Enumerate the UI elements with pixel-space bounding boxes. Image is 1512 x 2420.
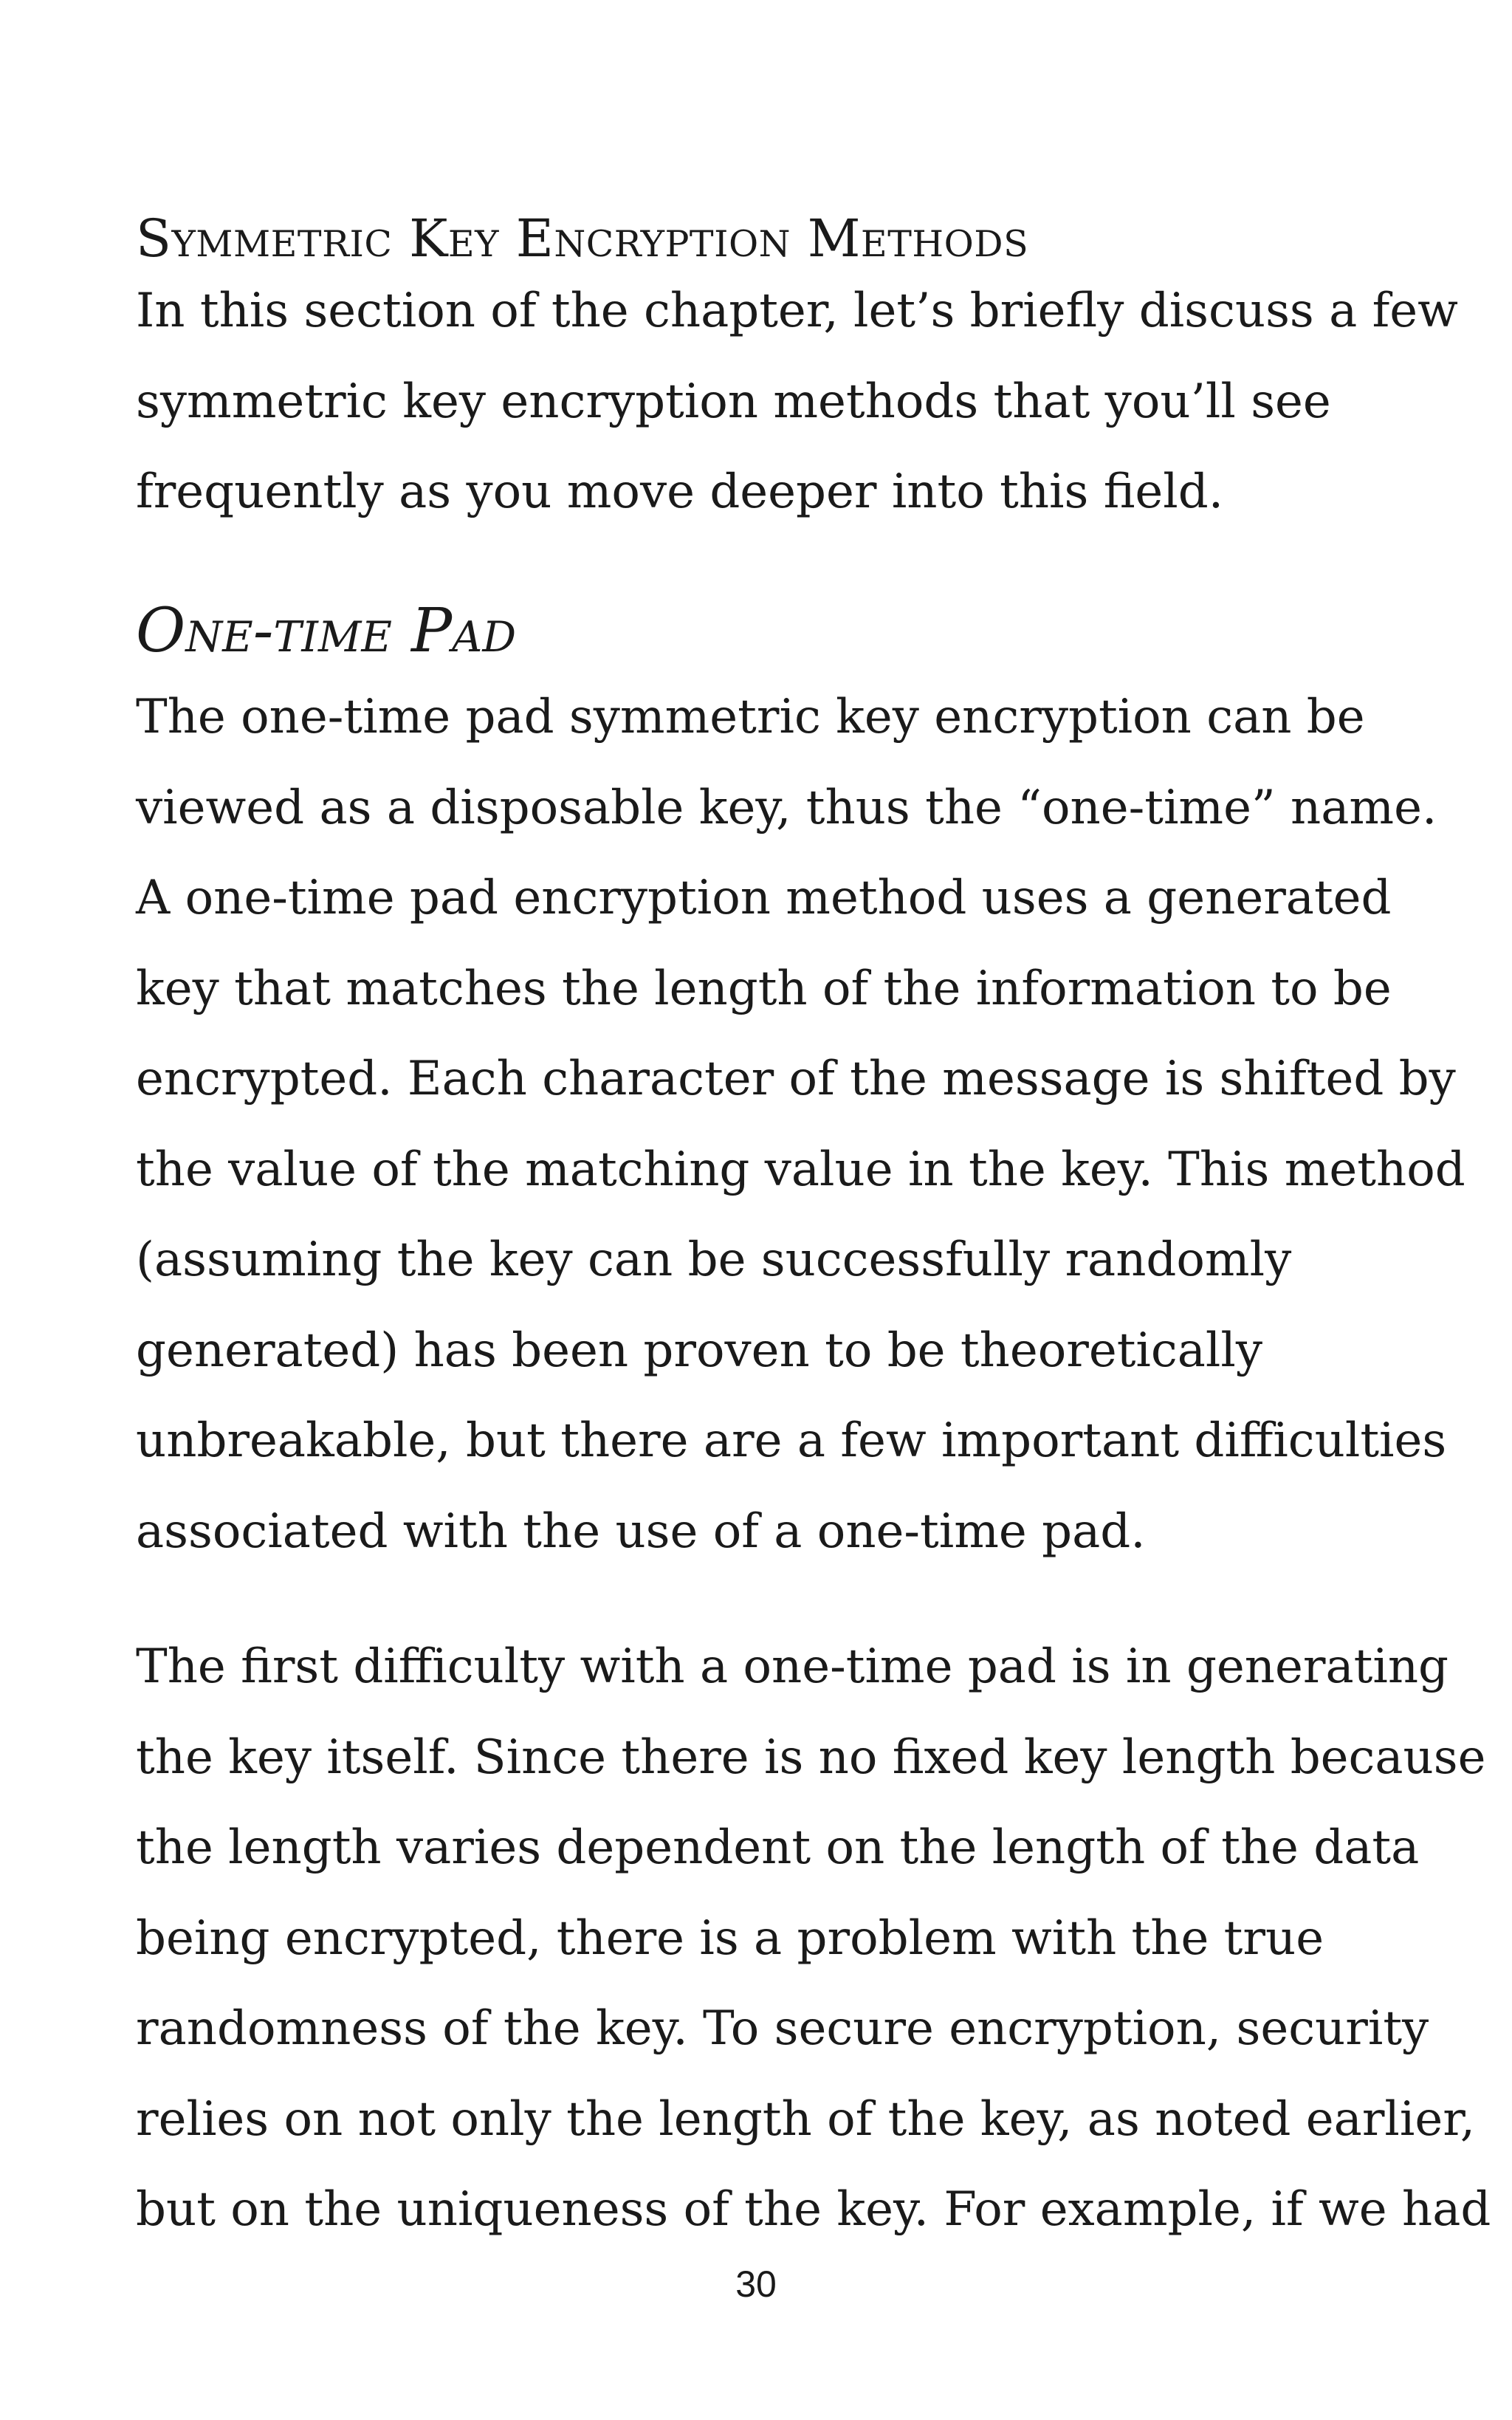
text-line: relies on not only the length of the key, as noted earlier, <box>136 2091 1476 2147</box>
text-line: being encrypted, there is a problem with the true <box>136 1910 1324 1966</box>
text-line: In this section of the chapter, let’s briefly discuss a few <box>136 284 1458 338</box>
text-line: randomness of the key. To secure encryption, security <box>136 2001 1429 2056</box>
text-line: The one-time pad symmetric key encryption can be <box>136 690 1365 744</box>
text-line: but on the uniqueness of the key. For example, if we had <box>136 2182 1491 2237</box>
text-line: the key itself. Since there is no fixed key length because <box>136 1730 1486 1785</box>
text-line: (assuming the key can be successfully randomly <box>136 1233 1292 1287</box>
text-line: frequently as you move deeper into this field. <box>136 465 1224 519</box>
text-line: A one-time pad encryption method uses a generated <box>136 871 1392 925</box>
page-number: 30 <box>735 2263 777 2305</box>
text-line: viewed as a disposable key, thus the “one-time” name. <box>136 780 1437 835</box>
one-time-pad-paragraph-2 <box>136 1622 1491 2255</box>
subsection-heading: One-time Pad <box>136 596 517 666</box>
text-line: The first difficulty with a one-time pad is in generating <box>136 1639 1449 1694</box>
text-line: symmetric key encryption methods that you’ll see <box>136 374 1331 429</box>
text-line: generated) has been proven to be theoretically <box>136 1323 1262 1378</box>
section-heading: Symmetric Key Encryption Methods <box>136 208 1029 269</box>
intro-paragraph <box>136 266 1458 538</box>
text-line: encrypted. Each character of the message is shifted by <box>136 1052 1456 1106</box>
text-line: key that matches the length of the information to be <box>136 961 1392 1016</box>
one-time-pad-paragraph-1 <box>136 672 1465 1577</box>
text-line: unbreakable, but there are a few important difficulties <box>136 1413 1447 1468</box>
text-line: the value of the matching value in the key. This method <box>136 1142 1465 1197</box>
text-line: associated with the use of a one-time pad. <box>136 1504 1146 1559</box>
text-line: the length varies dependent on the length of the data <box>136 1820 1420 1875</box>
